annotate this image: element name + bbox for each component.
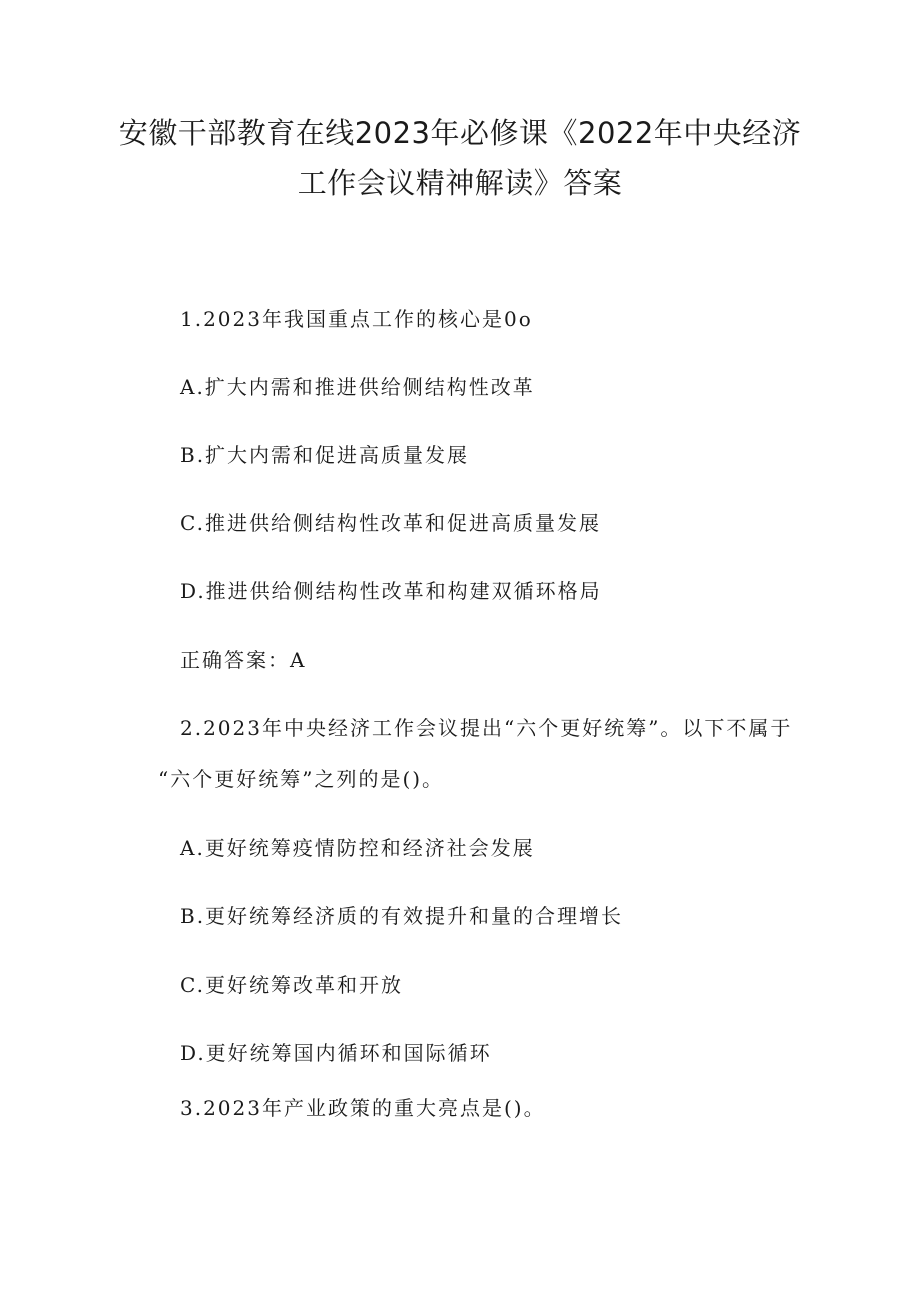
question-1-stem: 1.2023年我国重点工作的核心是0o xyxy=(180,307,533,331)
document-title xyxy=(0,108,920,208)
question-2-option-c: C.更好统筹改革和开放 xyxy=(180,973,403,997)
document-title-line-1: 安徽干部教育在线2023年必修课《2022年中央经济 xyxy=(118,116,802,150)
document-title-line-2: 工作会议精神解读》答案 xyxy=(297,166,623,200)
question-2-option-a: A.更好统筹疫情防控和经济社会发展 xyxy=(180,836,535,860)
question-1-option-d: D.推进供给侧结构性改革和构建双循环格局 xyxy=(180,579,602,603)
question-3-stem: 3.2023年产业政策的重大亮点是()。 xyxy=(180,1096,546,1120)
question-1-answer: 正确答案：A xyxy=(180,648,307,672)
question-2-stem-line-1: 2.2023年中央经济工作会议提出“六个更好统筹”。以下不属于 xyxy=(180,716,793,740)
question-2-option-b: B.更好统筹经济质的有效提升和量的合理增长 xyxy=(180,904,624,928)
question-1-option-c: C.推进供给侧结构性改革和促进高质量发展 xyxy=(180,511,601,535)
question-2-option-d: D.更好统筹国内循环和国际循环 xyxy=(180,1041,492,1065)
question-1-option-b: B.扩大内需和促进高质量发展 xyxy=(180,443,470,467)
question-2-stem-line-2: “六个更好统筹”之列的是()。 xyxy=(158,767,445,791)
question-1-option-a: A.扩大内需和推进供给侧结构性改革 xyxy=(180,375,535,399)
